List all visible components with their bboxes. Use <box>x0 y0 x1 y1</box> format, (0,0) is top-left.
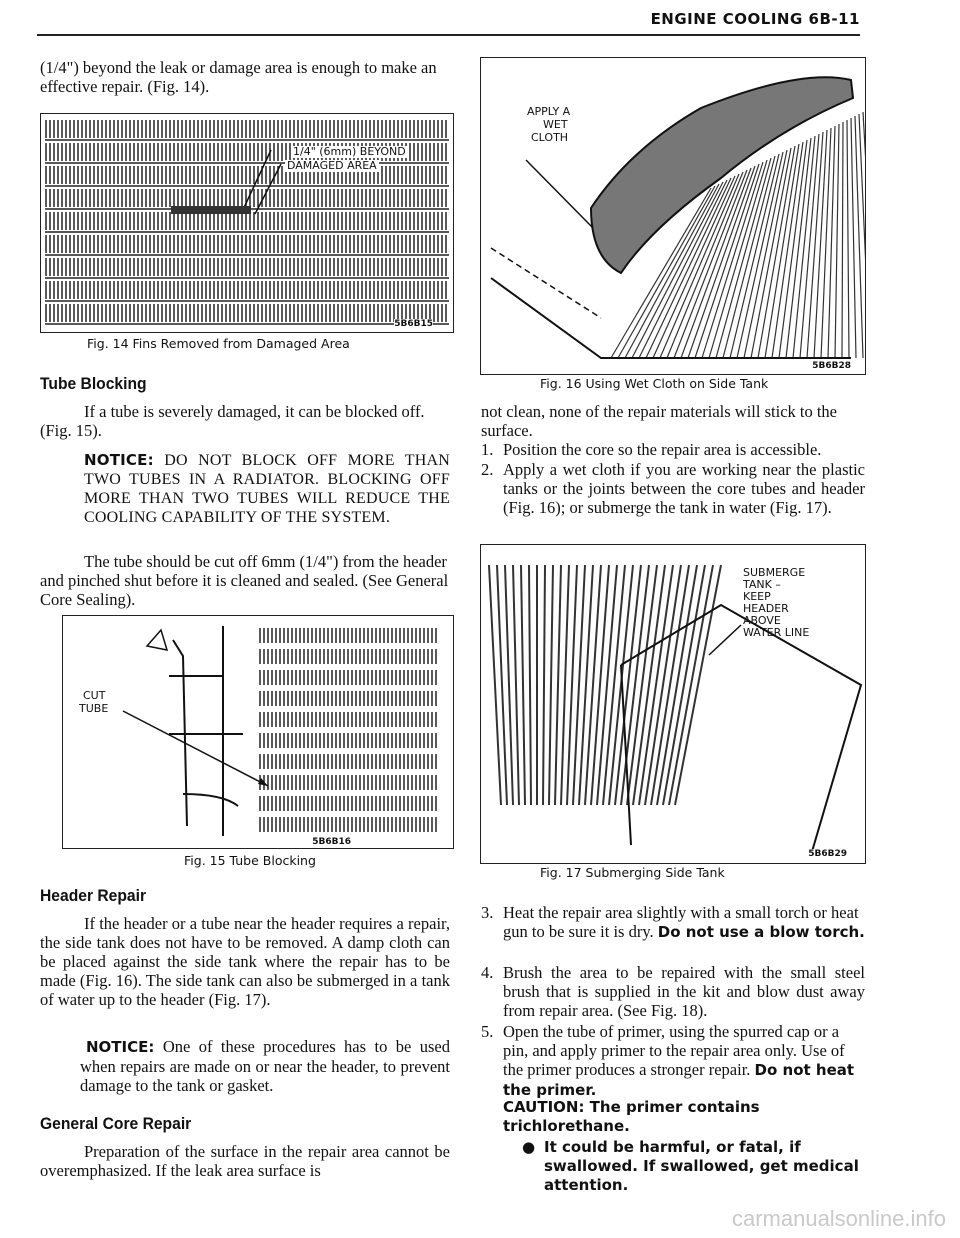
fig17-label-2: TANK – <box>743 578 781 591</box>
fin-row <box>258 817 438 832</box>
fig16-caption: Fig. 16 Using Wet Cloth on Side Tank <box>540 376 769 391</box>
fin-line <box>793 136 815 358</box>
fin-row <box>45 120 449 138</box>
fin-line <box>555 565 561 805</box>
page-header: ENGINE COOLING 6B-11 <box>650 10 860 28</box>
step-4: 4. Brush the area to be repaired with the small steel brush that is supplied in the kit and blow dust away from repair area. (See Fig. 18). <box>481 963 865 1020</box>
figure-14 <box>40 113 454 333</box>
notice-header-repair <box>80 1037 450 1095</box>
fig15-caption: Fig. 15 Tube Blocking <box>184 853 316 868</box>
watermark: carmanualsonline.info <box>731 1206 946 1231</box>
fig14-label-1: 1/4" (6mm) BEYOND <box>293 145 406 158</box>
fig16-label-3: CLOTH <box>531 131 569 144</box>
fig16-label-1: APPLY A <box>527 105 571 118</box>
fig17-label-1: SUBMERGE <box>743 566 806 579</box>
fig16-code: 5B6B28 <box>812 361 851 371</box>
fin-line <box>835 124 839 358</box>
notice-tube-blocking <box>84 451 450 527</box>
tube-blocking-para1: If a tube is severely damaged, it can be blocked off. (Fig. 15). <box>40 402 425 440</box>
caution-label: CAUTION: The primer contains trichlorethane. <box>503 1098 760 1135</box>
fin-row <box>45 189 449 207</box>
fig14-label-2: DAMAGED AREA <box>287 159 377 172</box>
caution-bullet: ● It could be harmful, or fatal, if swallowed. If swallowed, get medical attention. <box>522 1138 859 1194</box>
intro-paragraph: (1/4") beyond the leak or damage area is enough to make an effective repair. (Fig. 14). <box>40 58 437 96</box>
fin-line <box>521 565 525 805</box>
figure-17-illustration <box>481 545 865 863</box>
fin-row <box>45 235 449 253</box>
fin-line <box>549 565 553 805</box>
fin-row <box>45 258 449 276</box>
fin-row <box>258 775 438 790</box>
fin-row <box>45 166 449 184</box>
figure-17 <box>480 544 866 864</box>
figure-15-illustration <box>63 616 453 848</box>
fin-row <box>45 212 449 230</box>
fin-row <box>258 754 438 769</box>
general-core-para-cont: not clean, none of the repair materials will stick to the surface. <box>481 402 838 440</box>
fig14-caption: Fig. 14 Fins Removed from Damaged Area <box>87 336 350 351</box>
fin-row <box>258 691 438 706</box>
fin-line <box>744 150 787 358</box>
header-repair-para1: If the header or a tube near the header requires a repair, the side tank does not have to be removed. A damp cloth can be placed against the side tank where the repair has to be made (Fig. 16). The side tank can also be submerged in a tank of water up to the header (Fig. 17). <box>40 914 450 1009</box>
header-repair-heading: Header Repair <box>40 886 147 905</box>
fin-row <box>258 670 438 685</box>
fin-row <box>258 628 438 643</box>
fig17-code: 5B6B29 <box>808 849 847 859</box>
notice-label: NOTICE: <box>84 451 154 469</box>
general-core-para1: Preparation of the surface in the repair area cannot be overemphasized. If the leak area surface is <box>40 1142 450 1180</box>
fin-row <box>258 796 438 811</box>
step-1: 1. Position the core so the repair area is accessible. <box>481 440 822 459</box>
fin-row <box>45 304 449 322</box>
tube-blocking-para2: The tube should be cut off 6mm (1/4") from the header and pinched shut before it is cleaned and sealed. (See General Core Sealing). <box>40 552 449 609</box>
fig17-caption: Fig. 17 Submerging Side Tank <box>540 865 725 880</box>
fig17-label-4: HEADER <box>743 602 789 615</box>
fin-row <box>258 733 438 748</box>
fin-line <box>842 122 843 358</box>
fin-line <box>529 565 531 805</box>
step-3: 3. Heat the repair area slightly with a small torch or heat gun to be sure it is dry. Do not use a blow torch. <box>481 903 865 941</box>
fin-line <box>855 116 863 358</box>
fin-line <box>627 565 657 805</box>
figure-16 <box>480 57 866 375</box>
fig14-code: 5B6B15 <box>394 319 433 329</box>
bullet-icon: ● <box>522 1138 536 1156</box>
fin-row <box>45 281 449 299</box>
fig15-code: 5B6B16 <box>312 837 351 847</box>
tube-blocking-heading: Tube Blocking <box>40 374 147 393</box>
step-5: 5. Open the tube of primer, using the spurred cap or a pin, and apply primer to the repair area only. Use of the primer produces a stronger repair. Do not heat the primer. <box>481 1022 855 1099</box>
header-rule <box>37 34 860 36</box>
fig16-label-2: WET <box>543 118 568 131</box>
fin-row <box>258 712 438 727</box>
notice-label-2: NOTICE: <box>86 1038 155 1056</box>
fin-row <box>258 649 438 664</box>
step-2: 2. Apply a wet cloth if you are working near the plastic tanks or the joints between the core tubes and header (Fig. 16); or submerge the tank in water (Fig. 17). <box>481 460 865 517</box>
fig17-label-3: KEEP <box>743 590 771 603</box>
figure-15 <box>62 615 454 849</box>
fig15-label-2: TUBE <box>79 702 109 715</box>
fin-line <box>543 565 545 805</box>
notice-text: DO NOT BLOCK OFF MORE THAN TWO TUBES IN A RADIATOR. BLOCKING OFF MORE THAN TWO TUBES WILL REDUCE THE COOLING CAPABILITY OF THE SYSTEM. <box>84 452 451 526</box>
fin-line <box>847 120 849 358</box>
notice-text-2: One of these procedures has to be used when repairs are made on or near the header, to prevent damage to the tank or gasket. <box>80 1037 450 1095</box>
fig17-label-6: WATER LINE <box>743 626 810 639</box>
fig15-label-1: CUT <box>83 689 106 702</box>
fin-line <box>579 565 593 805</box>
fin-line <box>851 118 856 358</box>
general-core-heading: General Core Repair <box>40 1114 192 1133</box>
fig17-label-5: ABOVE <box>743 614 781 627</box>
fin-line <box>513 565 519 805</box>
